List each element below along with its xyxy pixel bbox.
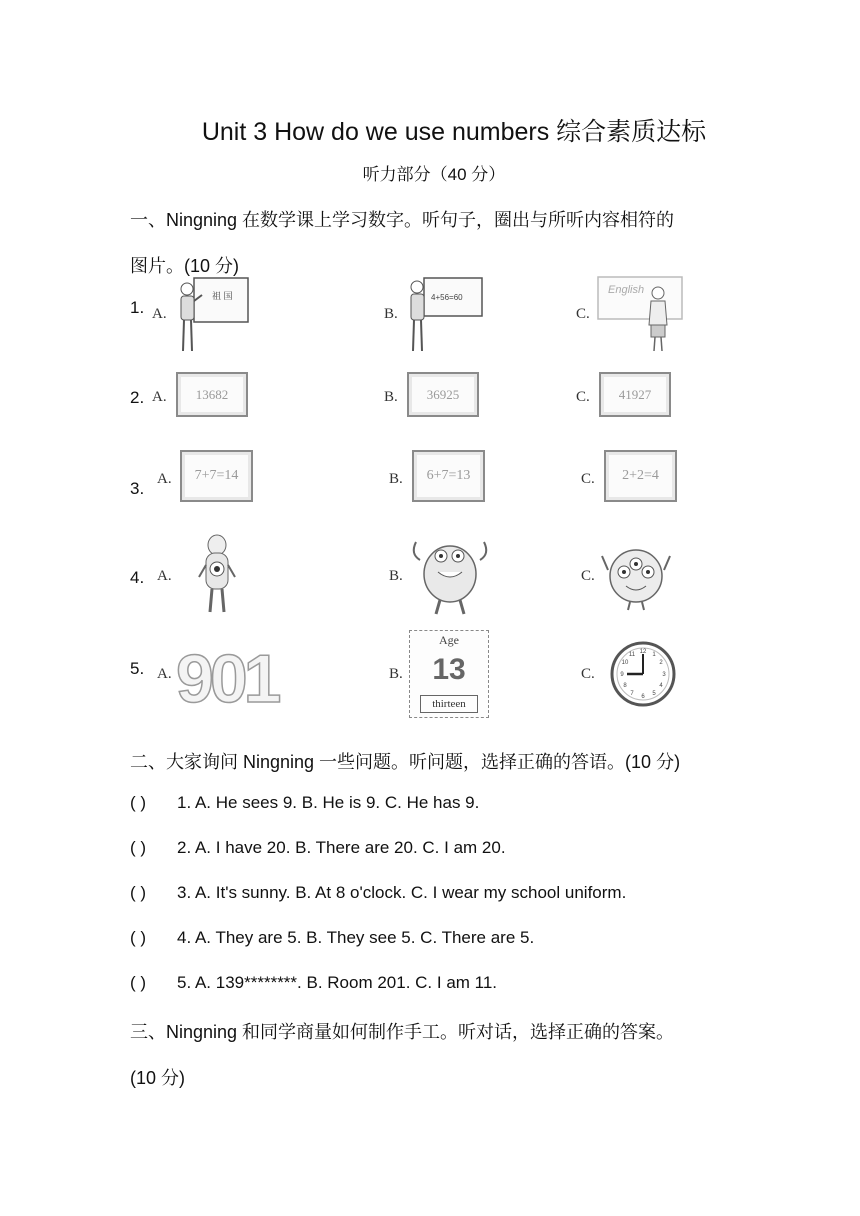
question-item: 4. A. They are 5. B. They see 5. C. There are 5. [177,928,535,947]
svg-text:6: 6 [641,694,645,700]
answer-blank[interactable]: ( ) [130,973,147,992]
svg-text:11: 11 [628,652,636,658]
section2-heading: 二、大家询问 Ningning 一些问题。听问题，选择正确的答语。(10 分) [130,752,681,772]
option-label-c: C. [576,306,590,322]
number-card-a: 13682 [176,372,248,417]
equation-card-b: 6+7=13 [412,450,485,502]
equation-card-a: 7+7=14 [180,450,253,502]
number-901-text: 901 [176,641,278,717]
age-card [409,630,489,718]
page-subtitle: 听力部分（40 分） [362,165,506,184]
question-item: 3. A. It's sunny. B. At 8 o'clock. C. I wear my school uniform. [177,883,627,902]
option-label-a: A. [157,568,172,584]
teacher-english-board-picture [596,275,686,355]
svg-text:2: 2 [659,660,663,666]
row-number: 1. [130,298,145,317]
section3-heading-line2: (10 分) [130,1068,186,1088]
row-number: 2. [130,388,145,407]
clock-picture [610,634,676,712]
option-label-c: C. [576,389,590,405]
teacher-math-board-picture [404,275,484,355]
svg-text:7: 7 [630,691,634,697]
option-label-b: B. [389,568,403,584]
board-text: English [608,284,645,296]
age-card-number: 13 [432,653,466,686]
svg-text:8: 8 [623,683,627,689]
equation-card-c: 2+2=4 [604,450,677,502]
option-label-c: C. [581,471,595,487]
page-title: Unit 3 How do we use numbers 综合素质达标 [201,118,707,146]
one-eyed-monster-picture [195,533,239,615]
option-label-b: B. [389,666,403,682]
answer-blank[interactable]: ( ) [130,838,147,857]
question-item: 1. A. He sees 9. B. He is 9. C. He has 9. [177,793,480,812]
age-card-header: Age [439,633,459,647]
option-label-c: C. [581,568,595,584]
svg-text:10: 10 [621,660,629,666]
svg-text:4: 4 [659,683,663,689]
option-label-a: A. [157,666,172,682]
option-label-b: B. [384,389,398,405]
svg-text:9: 9 [620,672,624,678]
board-text: 祖 国 [212,291,233,301]
number-901-picture [174,636,278,717]
option-label-b: B. [384,306,398,322]
answer-blank[interactable]: ( ) [130,793,147,812]
row-number: 5. [130,659,145,678]
board-text: 4+56=60 [431,293,463,302]
svg-text:5: 5 [652,691,656,697]
answer-blank[interactable]: ( ) [130,928,147,947]
teacher-chinese-board-picture [172,275,252,355]
option-label-c: C. [581,666,595,682]
option-label-a: A. [152,306,167,322]
question-item: 2. A. I have 20. B. There are 20. C. I am 20. [177,838,506,857]
section3-heading-line1: 三、Ningning 和同学商量如何制作手工。听对话，选择正确的答案。 [130,1022,675,1042]
number-card-b: 36925 [407,372,479,417]
section1-heading-line2: 图片。(10 分) [130,256,240,276]
number-card-c: 41927 [599,372,671,417]
question-item: 5. A. 139********. B. Room 201. C. I am 11. [177,973,498,992]
svg-text:12: 12 [639,649,647,655]
option-label-a: A. [157,471,172,487]
svg-text:3: 3 [662,672,666,678]
option-label-b: B. [389,471,403,487]
section1-heading-line1: 一、Ningning 在数学课上学习数字。听句子，圈出与所听内容相符的 [130,210,675,230]
row-number: 4. [130,568,145,587]
option-label-a: A. [152,389,167,405]
answer-blank[interactable]: ( ) [130,883,147,902]
two-eyed-monster-picture [408,532,492,618]
age-card-word: thirteen [420,695,478,713]
svg-text:1: 1 [652,652,656,658]
three-eyed-monster-picture [600,540,672,612]
row-number: 3. [130,479,145,498]
